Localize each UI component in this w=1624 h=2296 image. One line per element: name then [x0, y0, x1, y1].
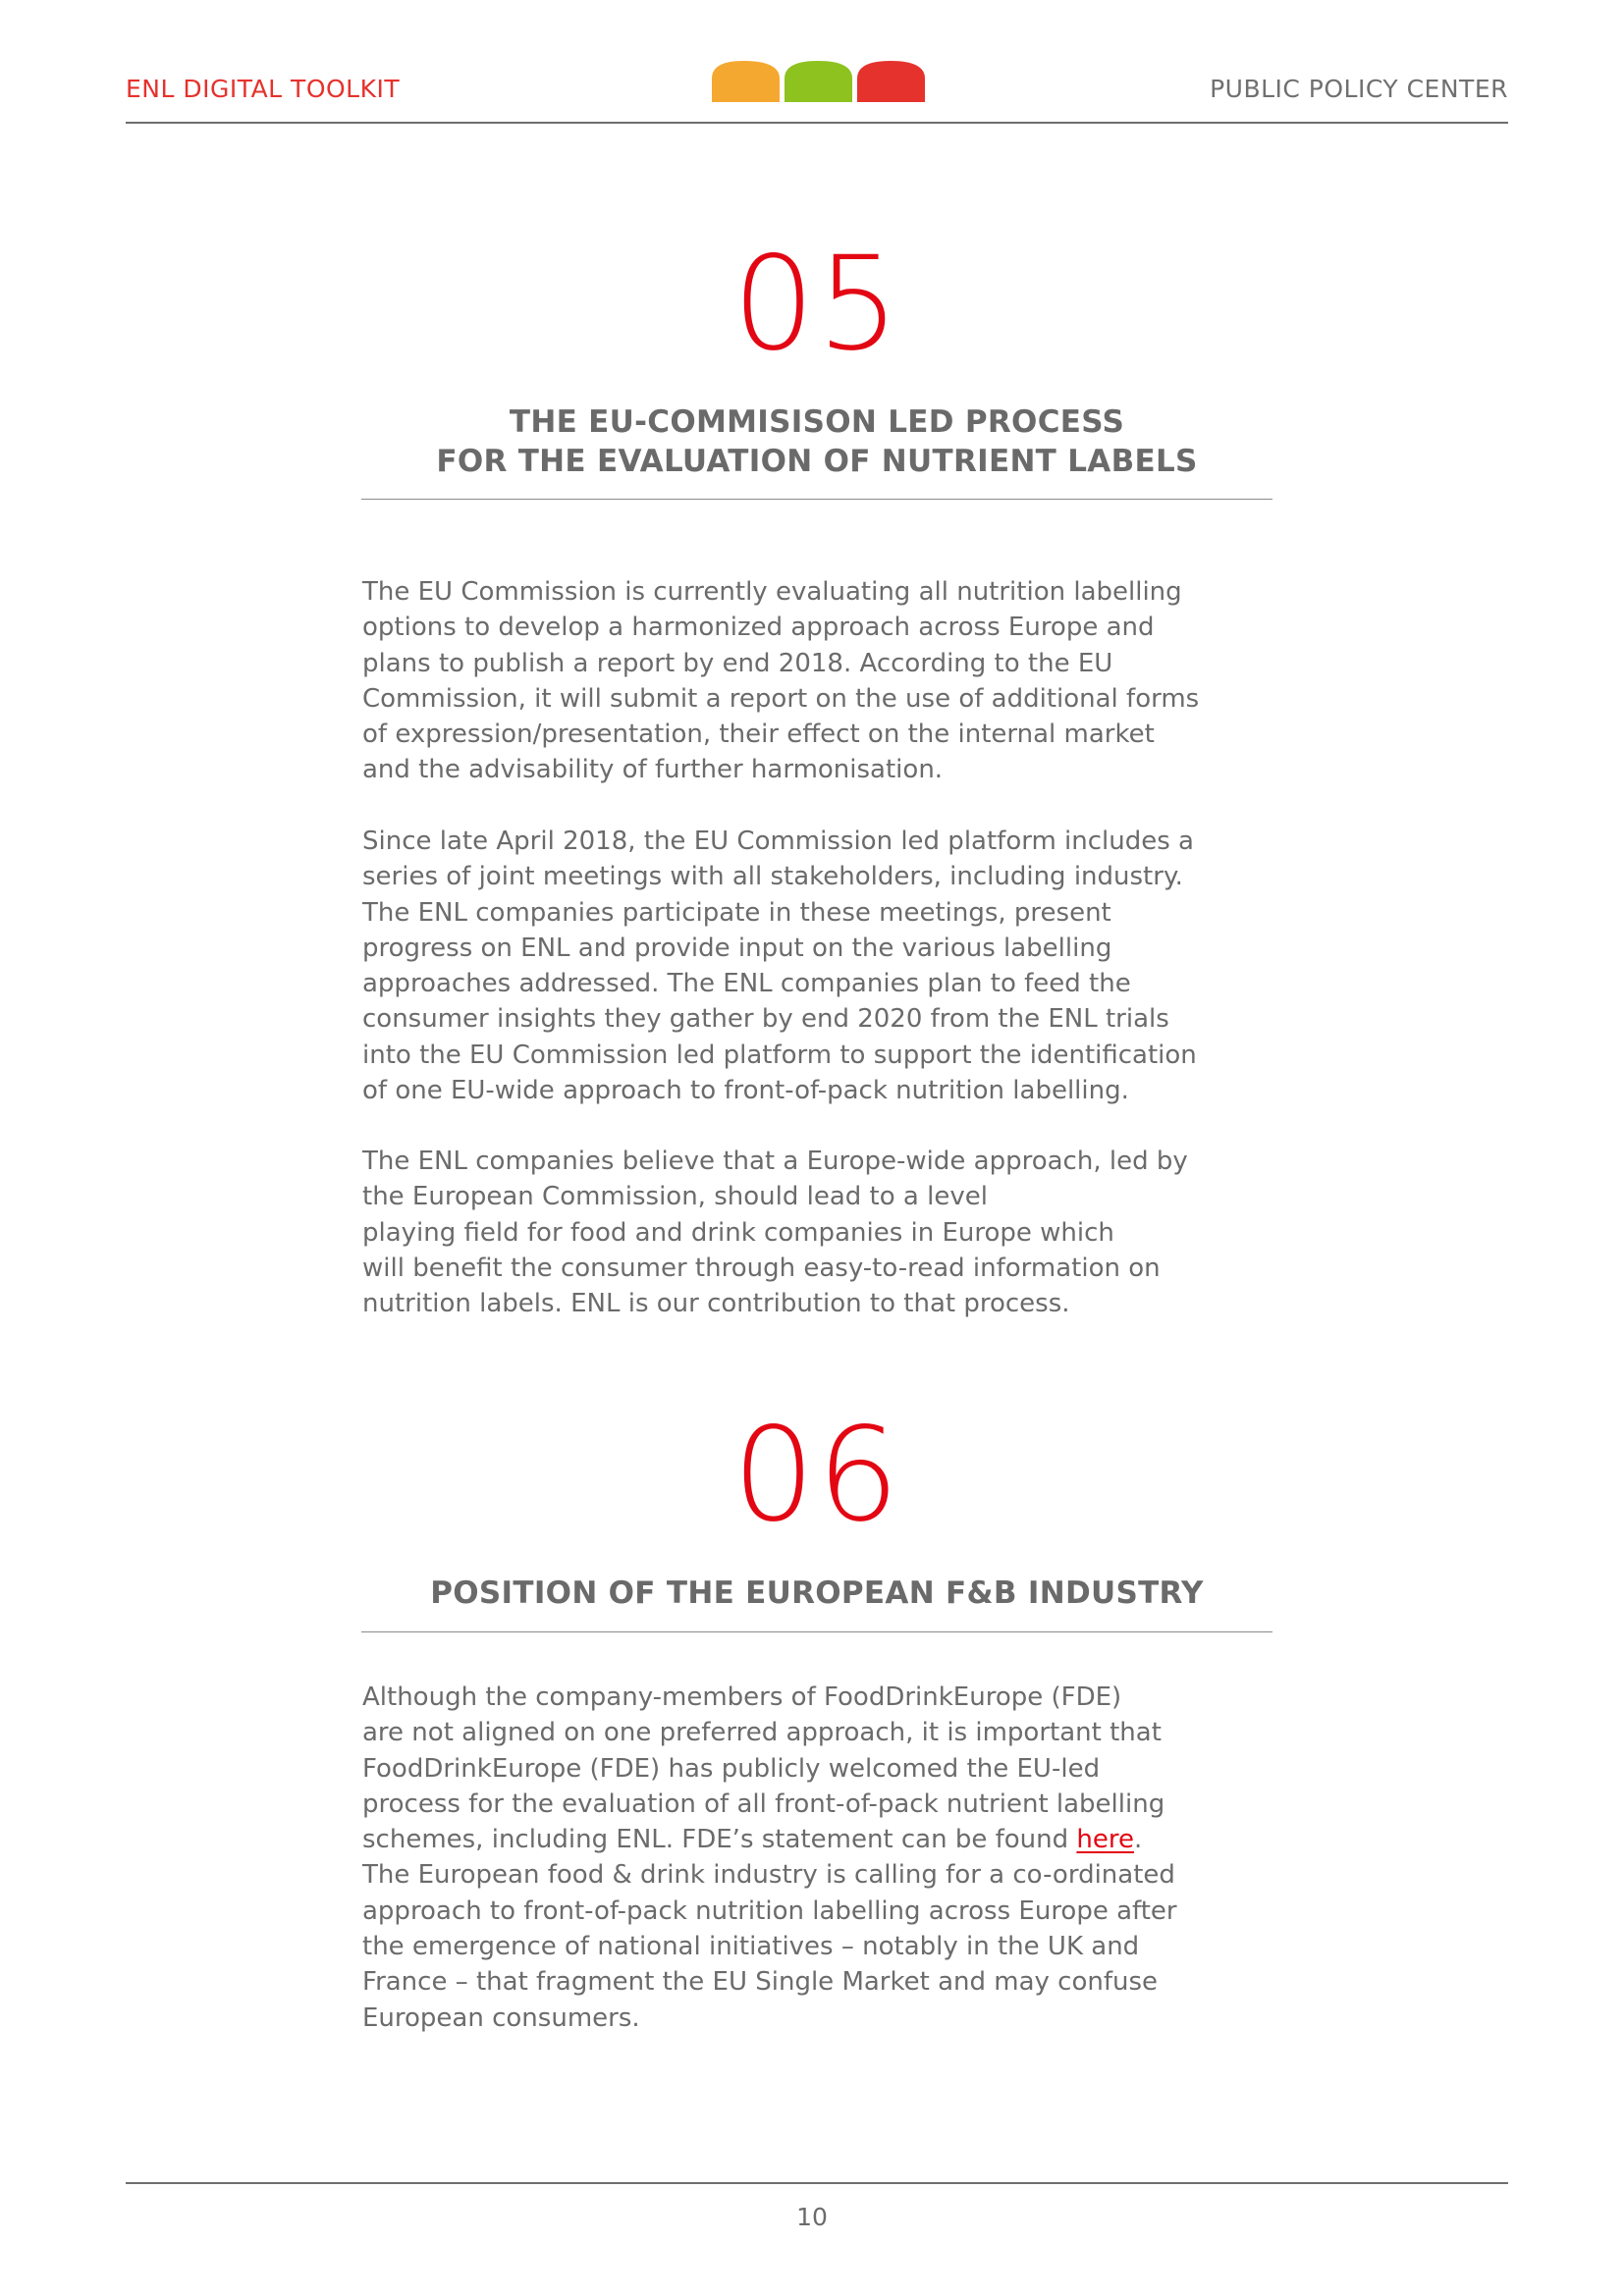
enl-logo	[712, 61, 925, 102]
text-line: The ENL companies believe that a Europe-wide approach, led by	[362, 1147, 1188, 1176]
text-line: The European food & drink industry is calling for a co-ordinated	[362, 1860, 1175, 1891]
text-line: approach to front-of-pack nutrition labelling across Europe after	[362, 1896, 1177, 1926]
section-heading-line: FOR THE EVALUATION OF NUTRIENT LABELS	[436, 444, 1198, 479]
logo-segment-red	[857, 61, 925, 102]
section-heading-05	[295, 402, 1339, 481]
text-line: Although the company-members of FoodDrinkEurope (FDE)	[362, 1682, 1122, 1712]
header-divider	[126, 122, 1508, 124]
text-line: the emergence of national initiatives – notably in the UK and	[362, 1932, 1140, 1962]
logo-segment-orange	[712, 61, 780, 102]
text-line: of expression/presentation, their effect on the internal market	[362, 720, 1155, 750]
page-number: 10	[796, 2203, 828, 2231]
section-heading-line: POSITION OF THE EUROPEAN F&B INDUSTRY	[430, 1575, 1204, 1611]
text-line: European consumers.	[362, 2002, 640, 2033]
text-line: of one EU-wide approach to front-of-pack nutrition labelling.	[362, 1076, 1129, 1106]
paragraph-fde-position	[362, 1680, 1285, 2036]
text-line: the European Commission, should lead to a level	[362, 1182, 988, 1212]
logo-segment-green	[785, 61, 852, 102]
paragraph-platform	[362, 824, 1285, 1108]
text-line: Since late April 2018, the EU Commission led platform includes a	[362, 827, 1194, 856]
section-number-05: 05	[732, 229, 901, 380]
section-divider	[361, 1631, 1272, 1632]
text-line: Commission, it will submit a report on the use of additional forms	[362, 683, 1200, 714]
text-line: and the advisability of further harmonisation.	[362, 755, 944, 785]
text-line: process for the evaluation of all front-of-pack nutrient labelling	[362, 1789, 1165, 1819]
text-line: The ENL companies participate in these meetings, present	[362, 897, 1111, 928]
document-title: ENL DIGITAL TOOLKIT	[126, 75, 401, 103]
organization-title: PUBLIC POLICY CENTER	[1210, 75, 1508, 103]
text-line: playing field for food and drink companies in Europe which	[362, 1217, 1114, 1248]
text-line: progress on ENL and provide input on the various labelling	[362, 933, 1112, 963]
text-line: series of joint meetings with all stakeholders, including industry.	[362, 862, 1183, 892]
text-line: approaches addressed. The ENL companies plan to feed the	[362, 969, 1131, 999]
link-line-suffix: .	[1134, 1825, 1143, 1855]
section-heading-line: THE EU-COMMISISON LED PROCESS	[509, 404, 1125, 440]
text-line: options to develop a harmonized approach across Europe and	[362, 613, 1155, 643]
footer-divider	[126, 2182, 1508, 2184]
text-line: France – that fragment the EU Single Market and may confuse	[362, 1967, 1159, 1998]
text-line: are not aligned on one preferred approach, it is important that	[362, 1718, 1162, 1748]
text-line: consumer insights they gather by end 2020 from the ENL trials	[362, 1004, 1169, 1035]
paragraph-belief	[362, 1144, 1285, 1321]
text-line: FoodDrinkEurope (FDE) has publicly welcomed the EU-led	[362, 1753, 1101, 1784]
text-line: nutrition labels. ENL is our contribution to that process.	[362, 1289, 1070, 1319]
text-line: into the EU Commission led platform to support the identification	[362, 1040, 1197, 1070]
section-heading-06	[295, 1574, 1339, 1613]
text-line: plans to publish a report by end 2018. According to the EU	[362, 648, 1113, 678]
fde-statement-link[interactable]: here	[1076, 1825, 1134, 1855]
section-divider	[361, 499, 1272, 500]
text-line: will benefit the consumer through easy-to-read information on	[362, 1253, 1161, 1283]
text-line: The EU Commission is currently evaluating all nutrition labelling	[362, 577, 1182, 607]
section-number-06: 06	[732, 1400, 901, 1551]
text-line-with-link	[362, 1822, 1285, 1857]
paragraph-evaluation	[362, 574, 1285, 788]
link-line-prefix: schemes, including ENL. FDE’s statement can be found	[362, 1825, 1077, 1855]
